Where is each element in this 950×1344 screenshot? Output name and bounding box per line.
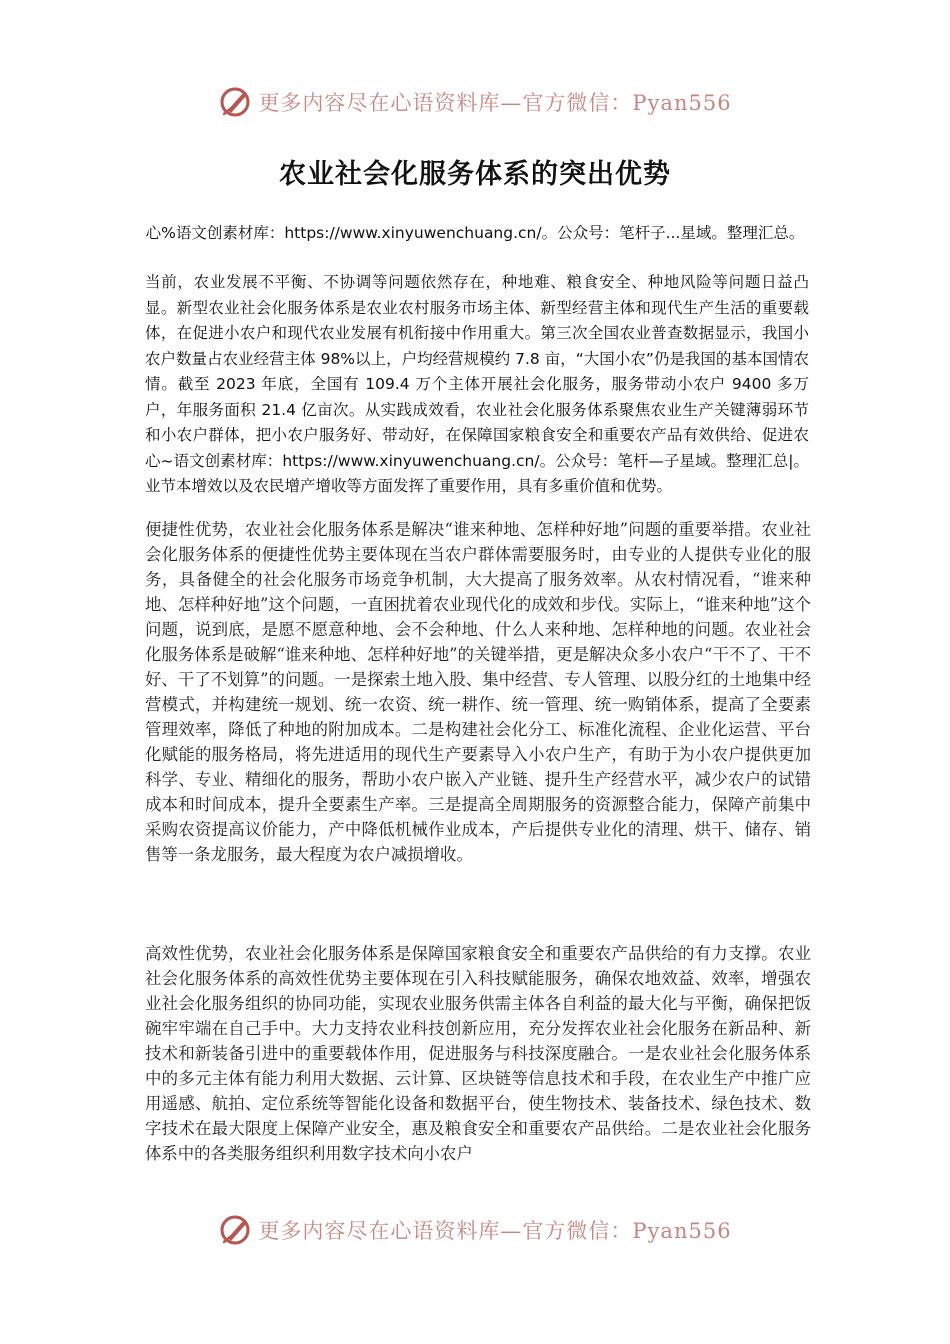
intro-paragraph: 当前，农业发展不平衡、不协调等问题依然存在，种地难、粮食安全、种地风险等问题日益凸显。新型农业社会化服务体系是农业农村服务市场主体、新型经营主体和现代生产生活的重要载体，在促进小农户和现代农业发展有机衔接中作用重大。第三次全国农业普查数据显示，我国小农户数量占农业经营主体 98%以上，户均经营规模约 7.8 亩，“大国小农”仍是我国的基本国情农情。截至 2023 年底，全国有 109.4 万个主体开展社会化服务，服务带动小农户 9400 多万户，年服务面积 21.4 亿亩次。从实践成效看，农业社会化服务体系聚焦农业生产关键薄弱环节和小农户群体，把小农户服务好、带动好，在保障国家粮食安全和重要农产品有效供给、促进农心~语文创素材库：https://www.xinyuwenchuang.cn/。公众号：笔杆—子星域。整理汇总|。业节本增效以及农民增产增收等方面发挥了重要作用，具有多重价值和优势。 [145, 273, 809, 495]
header-banner-text: 更多内容尽在心语资料库—官方微信：Pyan556 [258, 91, 732, 115]
body-paragraph-convenience: 便捷性优势，农业社会化服务体系是解决“谁来种地、怎样种好地”问题的重要举措。农业社会化服务体系的便捷性优势主要体现在当农户群体需要服务时，由专业的人提供专业化的服务，具备健全的社会化服务市场竞争机制，大大提高了服务效率。从农村情况看，“谁来种地、怎样种好地”这个问题，一直困扰着农业现代化的成效和步伐。实际上，“谁来种地”这个问题，说到底，是愿不愿意种地、会不会种地、什么人来种地、怎样种地的问题。农业社会化服务体系是破解“谁来种地、怎样种好地”的关键举措，更是解决众多小农户“干不了、干不好、干了不划算”的问题。一是探索土地入股、集中经营、专人管理、以股分红的土地集中经营模式，并构建统一规划、统一农资、统一耕作、统一管理、统一购销体系，提高了全要素管理效率，降低了种地的附加成本。二是构建社会化分工、标准化流程、企业化运营、平台化赋能的服务格局，将先进适用的现代生产要素导入小农户生产，有助于为小农户提供更加科学、专业、精细化的服务，帮助小农户嵌入产业链、提升生产经营水平，减少农户的试错成本和时间成本，提升全要素生产率。三是提高全周期服务的资源整合能力，保障产前集中采购农资提高议价能力，产中降低机械作业成本，产后提供专业化的清理、烘干、储存、销售等一条龙服务，最大程度为农户减损增收。 [145, 520, 811, 864]
footer-banner-text: 更多内容尽在心语资料库—官方微信：Pyan556 [258, 1219, 732, 1243]
quill-logo-icon [218, 1213, 252, 1247]
header-banner [0, 82, 950, 122]
source-note: 心%语文创素材库：https://www.xinyuwenchuang.cn/。公众号：笔杆子...星域。整理汇总。 [145, 224, 805, 242]
body-paragraph-efficiency: 高效性优势，农业社会化服务体系是保障国家粮食安全和重要农产品供给的有力支撑。农业社会化服务体系的高效性优势主要体现在引入科技赋能服务，确保农地效益、效率，增强农业社会化服务组织的协同功能，实现农业服务供需主体各自利益的最大化与平衡，确保把饭碗牢牢端在自己手中。大力支持农业科技创新应用，充分发挥农业社会化服务在新品种、新技术和新装备引进中的重要载体作用，促进服务与科技深度融合。一是农业社会化服务体系中的多元主体有能力利用大数据、云计算、区块链等信息技术和手段，在农业生产中推广应用遥感、航拍、定位系统等智能化设备和数据平台，使生物技术、装备技术、绿色技术、数字技术在最大限度上保障产业安全，惠及粮食安全和重要农产品供给。二是农业社会化服务体系中的各类服务组织利用数字技术向小农户 [145, 944, 811, 1163]
page-title: 农业社会化服务体系的突出优势 [279, 159, 671, 190]
footer-banner [0, 1210, 950, 1250]
quill-logo-icon [218, 85, 252, 119]
